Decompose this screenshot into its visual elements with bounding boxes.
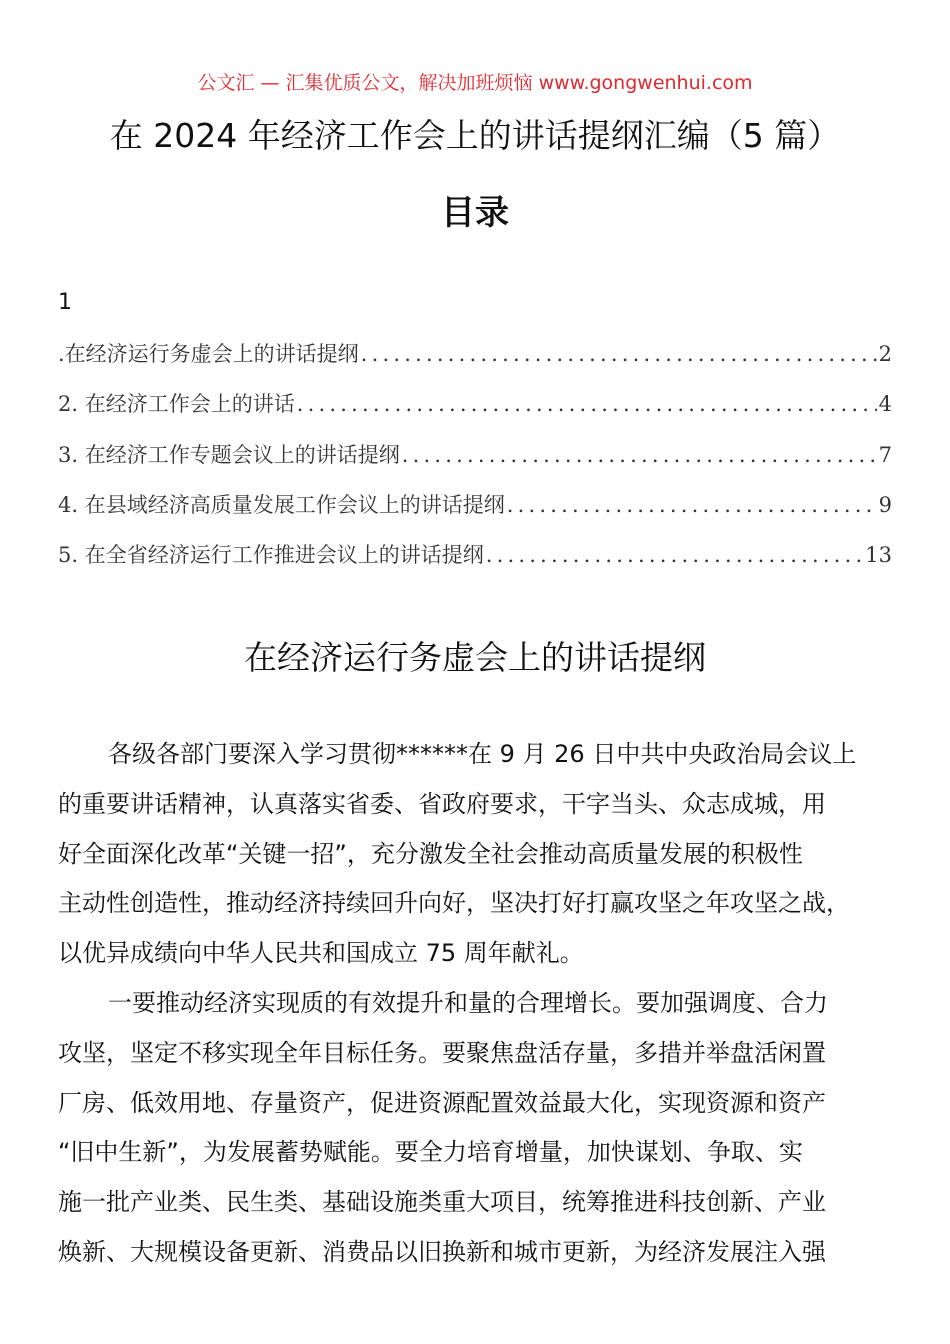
toc-entry[interactable] bbox=[58, 439, 892, 489]
body-line: 攻坚，坚定不移实现全年目标任务。要聚焦盘活存量，多措并举盘活闲置 bbox=[58, 1038, 826, 1067]
toc-number: 1 bbox=[58, 290, 72, 315]
body-line: 施一批产业类、民生类、基础设施类重大项目，统筹推进科技创新、产业 bbox=[58, 1188, 826, 1217]
body-line: “旧中生新”，为发展蓄势赋能。要全力培育增量，加快谋划、争取、实 bbox=[58, 1138, 803, 1167]
toc-entry[interactable] bbox=[58, 338, 892, 388]
dot-leader bbox=[297, 392, 877, 416]
watermark-banner: 公文汇 — 汇集优质公文，解决加班烦恼 www.gongwenhui.com bbox=[197, 72, 753, 94]
body-line: 的重要讲话精神，认真落实省委、省政府要求，干字当头、众志成城，用 bbox=[58, 789, 826, 818]
toc-entry-label: 5. 在全省经济运行工作推进会议上的讲话提纲 bbox=[58, 543, 484, 568]
toc-entry-label: 4. 在县域经济高质量发展工作会议上的讲话提纲 bbox=[58, 492, 505, 517]
toc-entry[interactable] bbox=[58, 539, 892, 589]
table-of-contents bbox=[58, 338, 892, 589]
toc-entry-label: 3. 在经济工作专题会议上的讲话提纲 bbox=[58, 442, 400, 467]
toc-entry-page: 9 bbox=[878, 492, 892, 517]
body-line: 主动性创造性，推动经济持续回升向好，坚决打好打赢攻坚之年攻坚之战， bbox=[58, 889, 850, 918]
dot-leader bbox=[402, 443, 877, 467]
toc-heading: 目录 bbox=[441, 193, 509, 233]
toc-entry-page: 2 bbox=[878, 342, 892, 366]
dot-leader bbox=[507, 493, 877, 517]
body-line: 好全面深化改革“关键一招”，充分激发全社会推动高质量发展的积极性 bbox=[58, 839, 803, 868]
section-title: 在经济运行务虚会上的讲话提纲 bbox=[244, 638, 706, 677]
toc-entry-page: 4 bbox=[878, 392, 892, 417]
body-line: 各级各部门要深入学习贯彻******在 9 月 26 日中共中央政治局会议上 bbox=[108, 740, 857, 768]
dot-leader bbox=[361, 342, 877, 366]
body-text bbox=[58, 734, 898, 1282]
body-line: 以优异成绩向中华人民共和国成立 75 周年献礼。 bbox=[58, 939, 584, 968]
toc-entry-label: 2. 在经济工作会上的讲话 bbox=[58, 392, 295, 417]
toc-entry-page: 7 bbox=[878, 442, 892, 467]
body-line: 厂房、低效用地、存量资产，促进资源配置效益最大化，实现资源和资产 bbox=[58, 1088, 826, 1117]
document-title: 在 2024 年经济工作会上的讲话提纲汇编（5 篇） bbox=[109, 116, 841, 155]
body-line: 一要推动经济实现质的有效提升和量的合理增长。要加强调度、合力 bbox=[108, 988, 828, 1017]
toc-entry[interactable] bbox=[58, 388, 892, 438]
body-line: 焕新、大规模设备更新、消费品以旧换新和城市更新，为经济发展注入强 bbox=[58, 1237, 826, 1266]
dot-leader bbox=[486, 543, 864, 567]
toc-entry-label: .在经济运行务虚会上的讲话提纲 bbox=[58, 342, 359, 366]
toc-entry-page: 13 bbox=[865, 543, 892, 568]
toc-entry[interactable] bbox=[58, 489, 892, 539]
